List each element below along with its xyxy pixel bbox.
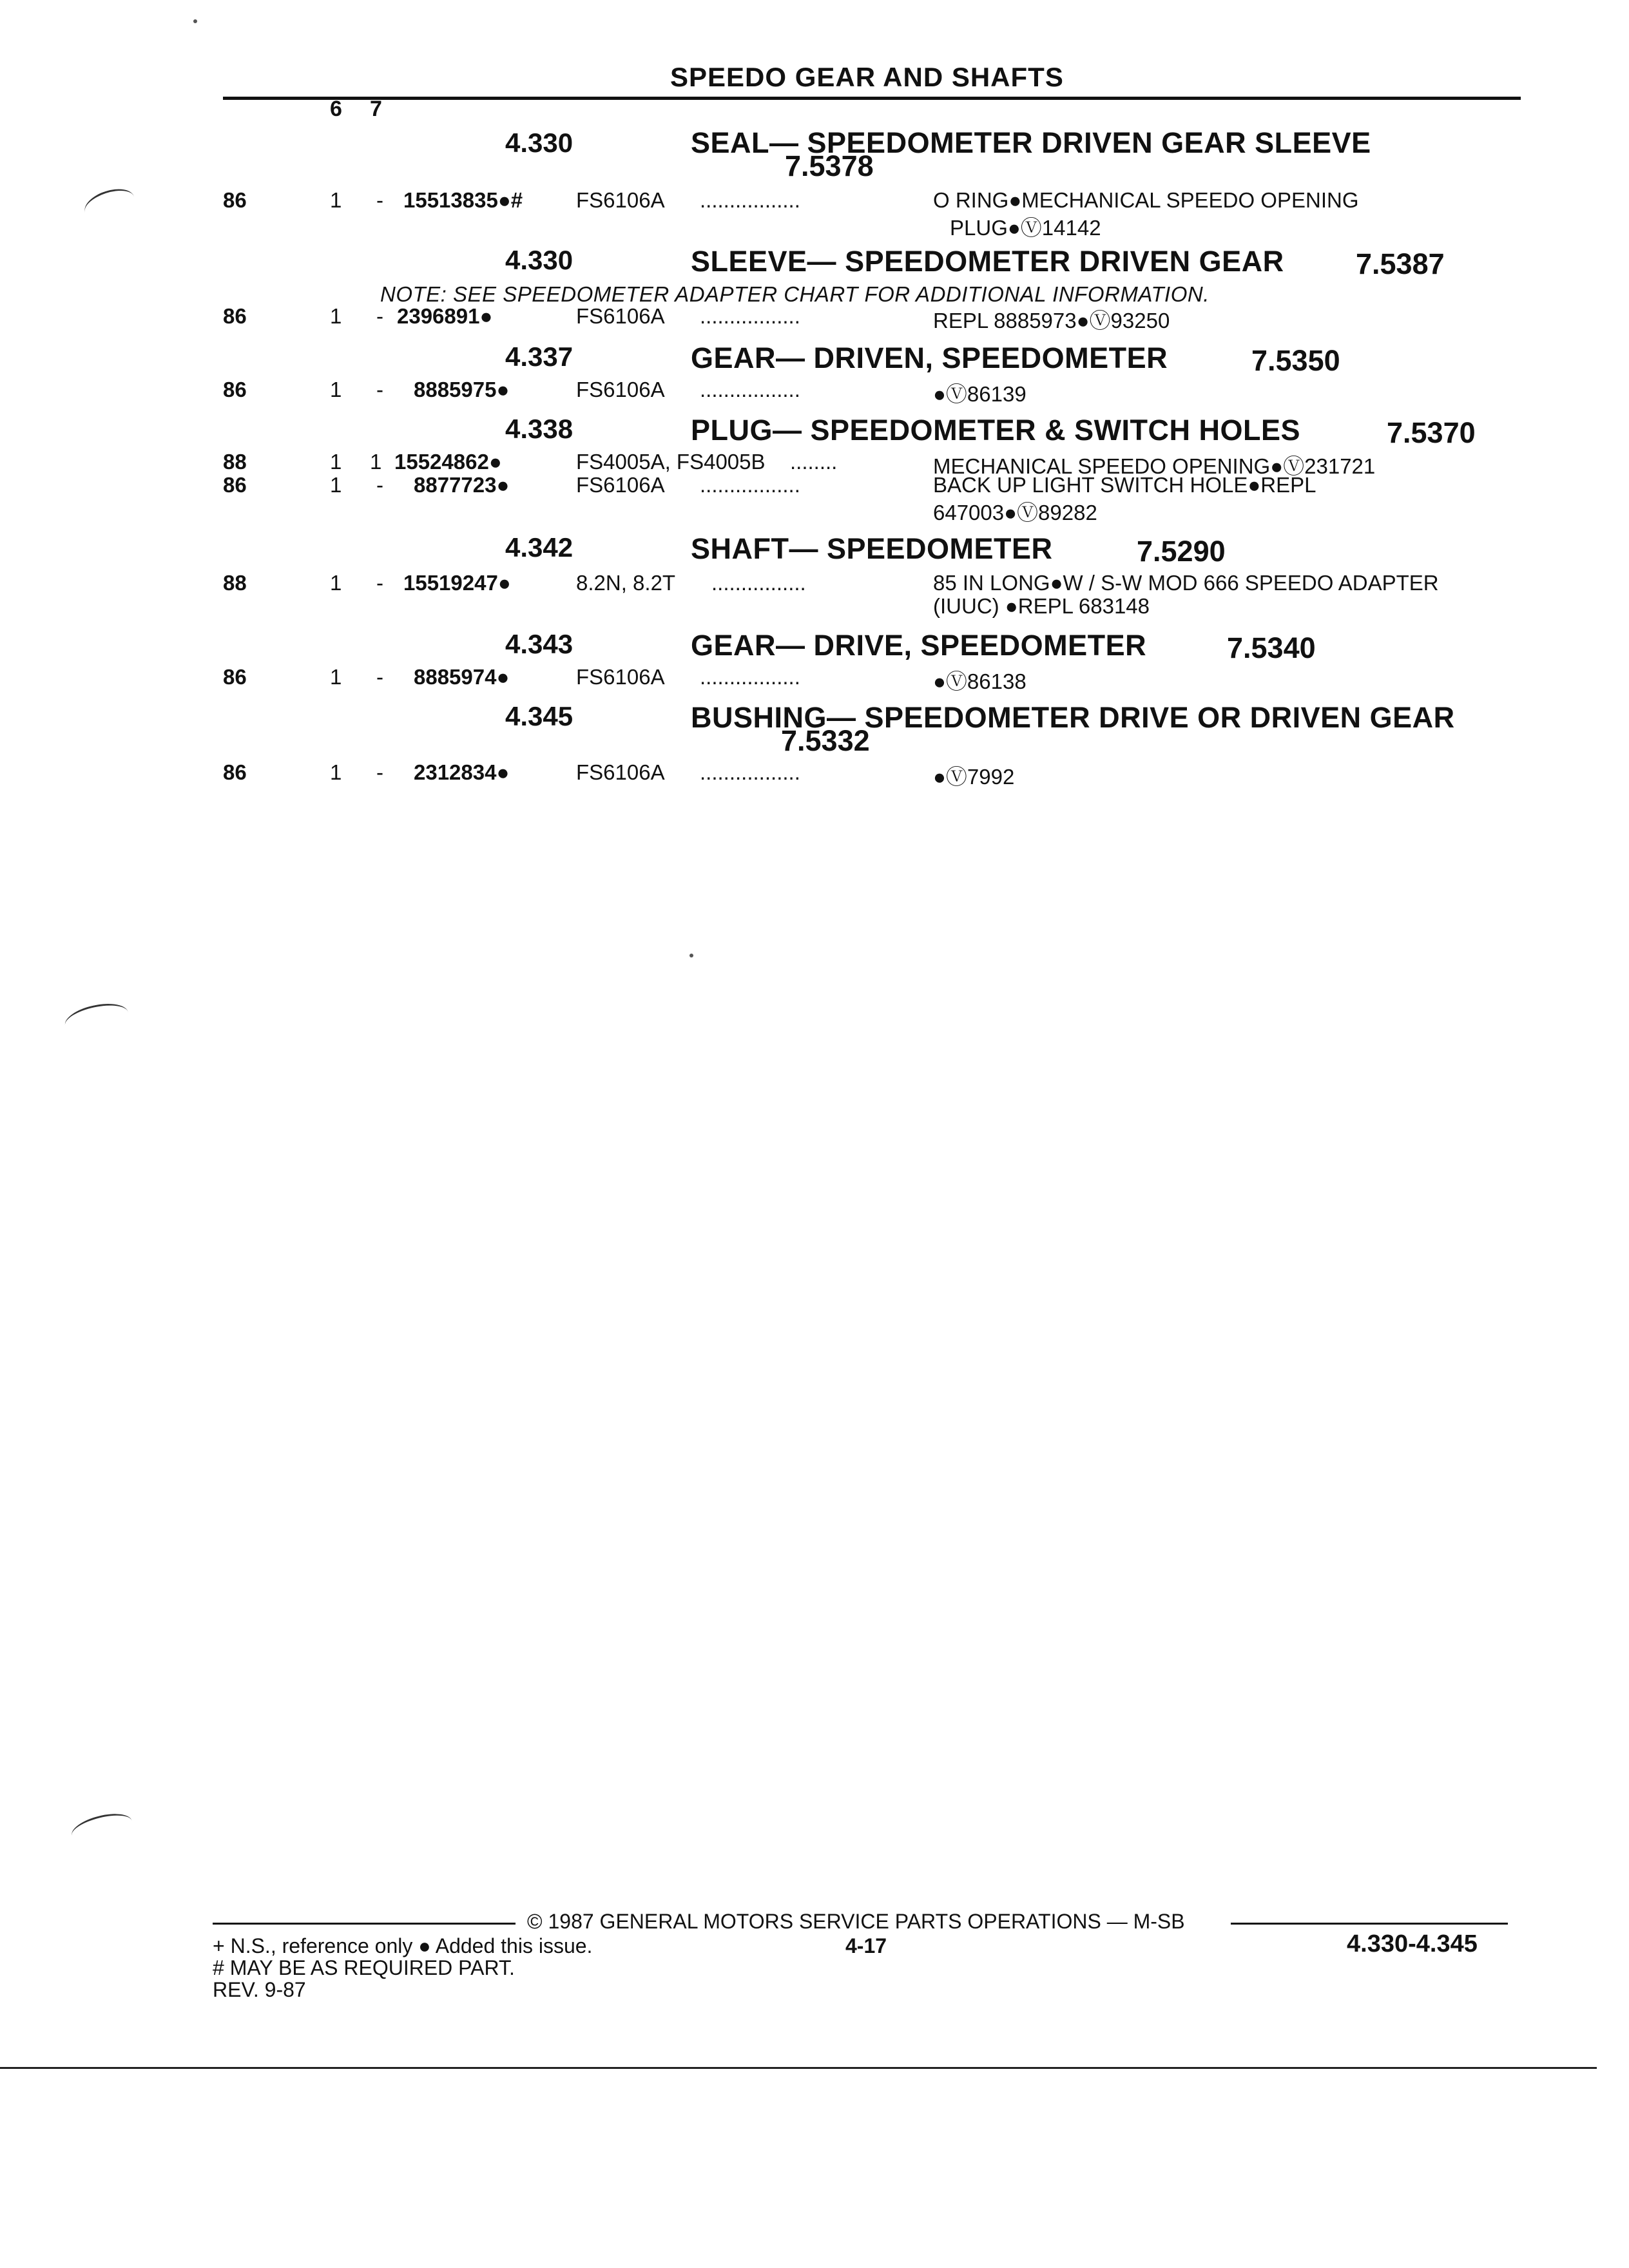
header-rule <box>223 97 1521 100</box>
footer-revision: REV. 9-87 <box>213 1978 306 2001</box>
row-leader-dots: ................ <box>711 571 806 595</box>
row-year: 86 <box>223 304 247 328</box>
section-code: 4.338 <box>505 414 574 444</box>
row-model: FS6106A <box>576 188 665 212</box>
row-description: ●Ⓥ86138 <box>933 669 1027 693</box>
row-description: ●Ⓥ7992 <box>933 765 1015 789</box>
section-title: SLEEVE— SPEEDOMETER DRIVEN GEAR <box>691 245 1284 278</box>
row-description-cont: 647003●Ⓥ89282 <box>933 501 1097 524</box>
section-ref: 7.5350 <box>1251 344 1340 377</box>
row-description: O RING●MECHANICAL SPEEDO OPENING <box>933 188 1359 212</box>
section-title: GEAR— DRIVE, SPEEDOMETER <box>691 629 1147 662</box>
row-leader-dots: ................. <box>700 188 800 212</box>
row-year: 88 <box>223 571 247 595</box>
row-description: MECHANICAL SPEEDO OPENING●Ⓥ231721 <box>933 454 1376 478</box>
section-note: NOTE: SEE SPEEDOMETER ADAPTER CHART FOR ADDITIONAL INFORMATION. <box>380 282 1210 306</box>
row-description: REPL 8885973●Ⓥ93250 <box>933 309 1170 332</box>
row-description: ●Ⓥ86139 <box>933 382 1027 406</box>
scan-mark <box>63 999 131 1039</box>
row-flag: - <box>376 473 383 497</box>
section-code: 4.342 <box>505 532 574 562</box>
row-part-number: 8877723● <box>414 473 510 497</box>
section-title: GEAR— DRIVEN, SPEEDOMETER <box>691 341 1168 374</box>
section-ref: 7.5378 <box>785 149 874 182</box>
section-code: 4.330 <box>505 245 574 275</box>
section-code: 4.337 <box>505 341 574 372</box>
row-qty: 1 <box>330 378 342 401</box>
footer-legend-1: + N.S., reference only ● Added this issue. <box>213 1934 593 1957</box>
section-ref: 7.5290 <box>1137 535 1226 568</box>
column-header-6: 6 <box>330 97 342 121</box>
row-flag: - <box>376 378 383 401</box>
row-leader-dots: ................. <box>700 378 800 401</box>
section-title: SHAFT— SPEEDOMETER <box>691 532 1053 565</box>
page-bottom-edge <box>0 2067 1597 2069</box>
scan-dot <box>689 954 693 957</box>
footer-copyright: © 1987 GENERAL MOTORS SERVICE PARTS OPERATIONS — M-SB <box>527 1910 1185 1933</box>
section-code: 4.330 <box>505 128 574 158</box>
row-model: 8.2N, 8.2T <box>576 571 676 595</box>
page-title: SPEEDO GEAR AND SHAFTS <box>670 62 1064 92</box>
row-qty: 1 <box>330 665 342 689</box>
row-leader-dots: ................. <box>700 665 800 689</box>
row-flag: - <box>376 665 383 689</box>
row-flag: - <box>376 188 383 212</box>
row-year: 86 <box>223 665 247 689</box>
row-model: FS6106A <box>576 473 665 497</box>
scan-dot <box>193 19 197 23</box>
row-flag: - <box>376 571 383 595</box>
row-description: 85 IN LONG●W / S-W MOD 666 SPEEDO ADAPTER <box>933 571 1439 595</box>
row-part-number: 15513835●# <box>403 188 523 212</box>
row-year: 86 <box>223 378 247 401</box>
row-part-number: 8885974● <box>414 665 510 689</box>
row-flag: - <box>376 304 383 328</box>
row-qty: 1 <box>330 473 342 497</box>
scan-mark <box>81 184 138 226</box>
row-year: 86 <box>223 188 247 212</box>
section-title: BUSHING— SPEEDOMETER DRIVE OR DRIVEN GEAR <box>691 701 1455 734</box>
row-leader-dots: ................. <box>700 760 800 784</box>
row-model: FS6106A <box>576 665 665 689</box>
row-leader-dots: ........ <box>790 450 838 474</box>
section-ref: 7.5340 <box>1227 631 1316 664</box>
row-qty: 1 <box>330 760 342 784</box>
section-code: 4.343 <box>505 629 574 659</box>
row-leader-dots: ................. <box>700 304 800 328</box>
row-leader-dots: ................. <box>700 473 800 497</box>
row-qty: 1 <box>330 571 342 595</box>
row-flag: 1 <box>370 450 382 474</box>
section-code: 4.345 <box>505 701 574 731</box>
row-model: FS6106A <box>576 378 665 401</box>
row-description-cont: (IUUC) ●REPL 683148 <box>933 594 1150 618</box>
row-model: FS6106A <box>576 760 665 784</box>
row-qty: 1 <box>330 450 342 474</box>
row-flag: - <box>376 760 383 784</box>
scan-mark <box>69 1809 135 1848</box>
row-part-number: 15524862● <box>394 450 502 474</box>
footer-page-number: 4-17 <box>845 1934 887 1957</box>
section-title: SEAL— SPEEDOMETER DRIVEN GEAR SLEEVE <box>691 126 1371 159</box>
section-ref: 7.5387 <box>1356 247 1445 280</box>
row-year: 86 <box>223 760 247 784</box>
section-title: PLUG— SPEEDOMETER & SWITCH HOLES <box>691 414 1301 447</box>
row-part-number: 2396891● <box>397 304 493 328</box>
footer-rule-left <box>213 1923 516 1925</box>
row-year: 86 <box>223 473 247 497</box>
row-model: FS4005A, FS4005B <box>576 450 766 474</box>
row-qty: 1 <box>330 188 342 212</box>
column-header-7: 7 <box>370 97 382 121</box>
row-model: FS6106A <box>576 304 665 328</box>
row-part-number: 8885975● <box>414 378 510 401</box>
section-ref: 7.5370 <box>1387 416 1476 449</box>
row-year: 88 <box>223 450 247 474</box>
row-description-cont: PLUG●Ⓥ14142 <box>950 216 1101 240</box>
section-ref: 7.5332 <box>781 724 870 757</box>
footer-section-range: 4.330-4.345 <box>1347 1930 1478 1957</box>
footer-legend-2: # MAY BE AS REQUIRED PART. <box>213 1956 515 1979</box>
row-qty: 1 <box>330 304 342 328</box>
row-part-number: 2312834● <box>414 760 510 784</box>
footer-rule-right <box>1231 1923 1508 1925</box>
row-part-number: 15519247● <box>403 571 511 595</box>
row-description: BACK UP LIGHT SWITCH HOLE●REPL <box>933 473 1316 497</box>
